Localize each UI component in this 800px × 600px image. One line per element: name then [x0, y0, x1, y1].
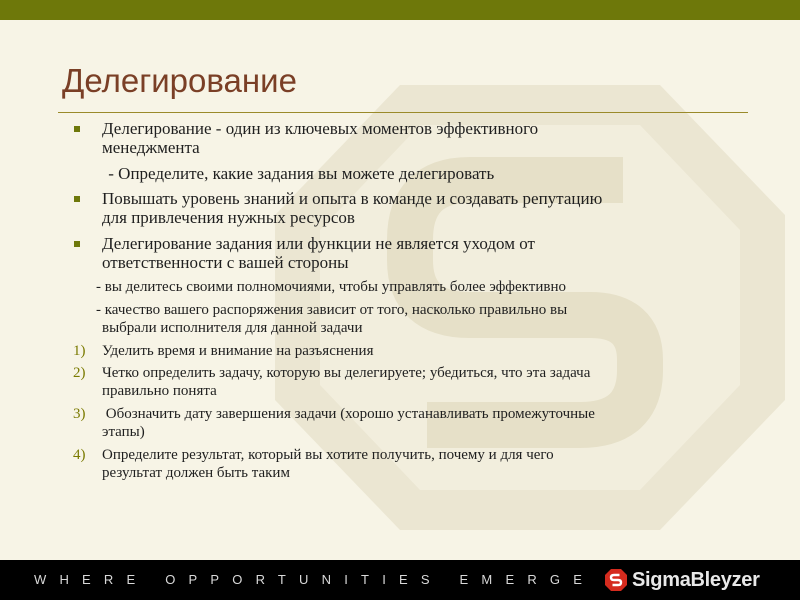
sigma-logo-icon	[604, 568, 628, 592]
sub-item-line: - вы делитесь своими полномочиями, чтобы управлять более эффективно	[96, 279, 566, 295]
numbered-line: этапы)	[102, 424, 145, 440]
numbered-line: Обозначить дату завершения задачи (хорошо устанавливать промежуточные	[102, 406, 595, 422]
bullet-marker-icon	[74, 241, 80, 247]
numbered-line: правильно понята	[102, 383, 217, 399]
item-number: 3)	[73, 406, 86, 422]
bullet-line: ответственности с вашей стороны	[102, 253, 349, 272]
top-color-band	[0, 0, 800, 20]
title-divider	[58, 112, 748, 113]
footer-tagline: WHERE OPPORTUNITIES EMERGE	[34, 572, 596, 587]
bullet-line: для привлечения нужных ресурсов	[102, 208, 355, 227]
item-number: 1)	[73, 343, 86, 359]
bullet-line: - Определите, какие задания вы можете делегировать	[104, 164, 495, 183]
slide-title: Делегирование	[62, 62, 297, 99]
brand-name: SigmaBleyzer	[632, 569, 760, 591]
sub-item-line: - качество вашего распоряжения зависит от того, насколько правильно вы	[96, 302, 568, 318]
bullet-line: Делегирование задания или функции не является уходом от	[102, 234, 535, 253]
numbered-line: Четко определить задачу, которую вы делегируете; убедиться, что эта задача	[102, 365, 591, 381]
numbered-line: результат должен быть таким	[102, 465, 290, 481]
footer-bar	[0, 560, 800, 600]
numbered-line: Уделить время и внимание на разъяснения	[102, 343, 374, 359]
bullet-line: Делегирование - один из ключевых моментов эффективного	[102, 119, 539, 138]
item-number: 4)	[73, 447, 86, 463]
sub-item-line: выбрали исполнителя для данной задачи	[102, 320, 363, 336]
bullet-line: Повышать уровень знаний и опыта в команде и создавать репутацию	[102, 189, 603, 208]
bullet-line: менеджмента	[102, 138, 200, 157]
bullet-marker-icon	[74, 126, 80, 132]
slide-area	[0, 20, 800, 560]
item-number: 2)	[73, 365, 86, 381]
bullet-marker-icon	[74, 196, 80, 202]
numbered-line: Определите результат, который вы хотите получить, почему и для чего	[102, 447, 554, 463]
